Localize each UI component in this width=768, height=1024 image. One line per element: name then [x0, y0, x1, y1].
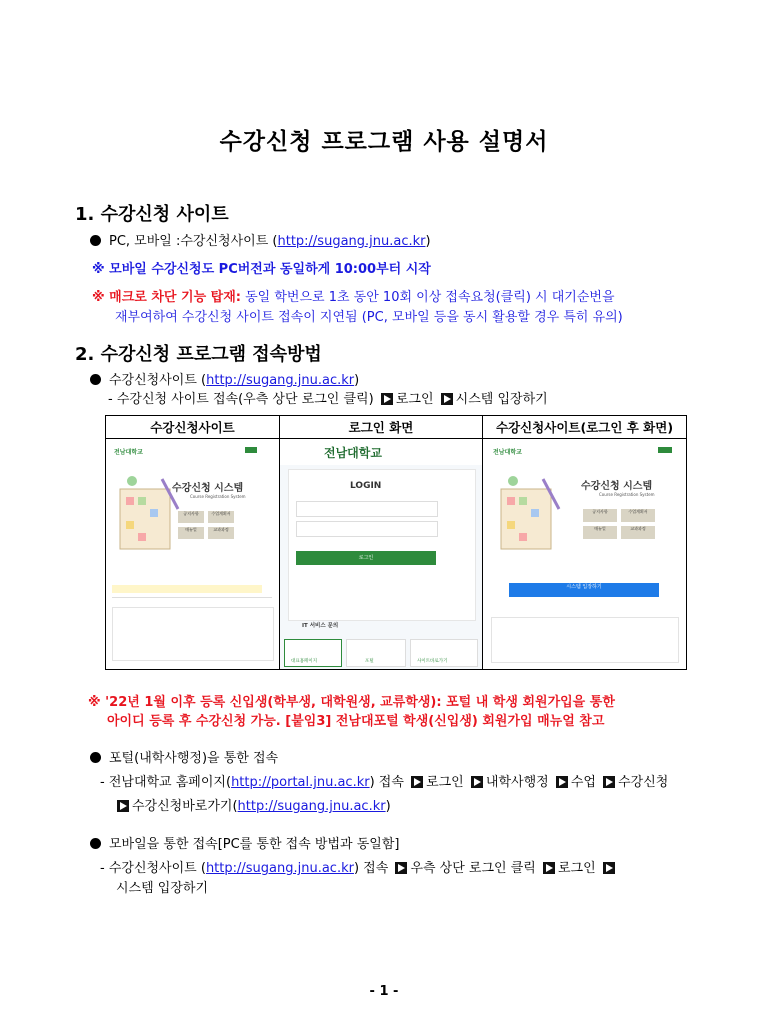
section-1-heading: 1. 수강신청 사이트 — [75, 204, 229, 225]
warning-line2: 아이디 등록 후 수강신청 가능. [붙임3] 전남대포털 학생(신입생) 회원가입 매뉴얼 참고 — [107, 714, 605, 729]
tab-label: 포털 — [365, 659, 374, 664]
arrow-right-icon — [117, 800, 129, 812]
site-logo: 전남대학교 — [493, 449, 522, 456]
step-text: - 수강신청 사이트 접속(우측 상단 로그인 클릭) — [108, 392, 374, 407]
s2-b2-steps — [100, 771, 668, 790]
s2-b2-steps-line2 — [114, 795, 391, 814]
arrow-right-icon — [603, 862, 615, 874]
table-header: 수강신청사이트(로그인 후 화면) — [483, 416, 687, 439]
arrow-right-icon — [441, 393, 453, 405]
it-service: IT 서비스 문의 — [302, 623, 339, 629]
login-logo: 전남대학교 — [324, 446, 382, 460]
step-text: ) 접속 — [369, 775, 404, 790]
login-submit-button: 로그인 — [296, 551, 436, 565]
step-text: 로그인 — [558, 861, 596, 876]
calendar-illustration — [493, 469, 563, 564]
screen-after-login — [483, 439, 687, 670]
arrow-right-icon — [603, 776, 615, 788]
arrow-right-icon — [471, 776, 483, 788]
s1-item-prefix: PC, 모바일 :수강신청사이트 ( — [109, 234, 278, 249]
login-title: LOGIN — [350, 481, 382, 491]
s2-bullet-site — [90, 369, 359, 388]
site-btn: 매뉴얼 — [583, 526, 617, 539]
site-logo: 전남대학교 — [114, 449, 143, 456]
arrow-right-icon — [381, 393, 393, 405]
portal-link[interactable]: http://portal.jnu.ac.kr — [231, 775, 370, 790]
portal-bullet-text: 포털(내학사행정)을 통한 접속 — [109, 751, 279, 766]
sugang-link[interactable]: http://sugang.jnu.ac.kr — [277, 234, 426, 249]
step-text: ) — [385, 799, 391, 814]
notice-strip — [112, 585, 262, 593]
step-text: 우측 상단 로그인 클릭 — [410, 861, 536, 876]
table-header: 수강신청사이트 — [106, 416, 280, 439]
tab-sites — [410, 639, 478, 667]
logout-button-mini — [658, 447, 672, 453]
site-subtitle: Course Registration System — [190, 494, 246, 499]
s2-b3-steps — [100, 857, 618, 876]
login-card — [288, 469, 476, 621]
tab-portal — [346, 639, 406, 667]
s2-bullet-portal — [90, 747, 278, 766]
step-text: 수업 — [570, 775, 596, 790]
s2-b1-prefix: 수강신청사이트 ( — [109, 373, 207, 388]
s1-note-mobile: ※ 모바일 수강신청도 PC버전과 동일하게 10:00부터 시작 — [92, 262, 431, 277]
site-btn: 교과과정 — [208, 527, 234, 539]
site-subtitle: Course Registration System — [599, 492, 655, 497]
s2-b3-steps-line2: 시스템 입장하기 — [116, 881, 209, 896]
sugang-link[interactable]: http://sugang.jnu.ac.kr — [205, 861, 354, 876]
arrow-right-icon — [395, 862, 407, 874]
tab-label: 사이트바로가기 — [417, 659, 448, 664]
site-btn: 교과과정 — [621, 526, 655, 539]
macro-note-mark: ※ 매크로 차단 기능 탑재: — [92, 290, 241, 305]
id-input — [296, 501, 438, 517]
site-btn: 매뉴얼 — [178, 527, 204, 539]
site-btn: 수업계획서 — [208, 511, 234, 523]
step-text: - 수강신청사이트 ( — [100, 861, 206, 876]
password-input — [296, 521, 438, 537]
site-btn: 공지사항 — [583, 509, 617, 522]
bullet-icon — [90, 235, 101, 246]
step-text: 내학사행정 — [485, 775, 549, 790]
login-button-mini — [245, 447, 257, 453]
s1-note-macro-line2: 재부여하여 수강신청 사이트 접속이 지연됨 (PC, 모바일 등을 동시 활용할 경우 특히 유의) — [115, 310, 623, 325]
bullet-icon — [90, 752, 101, 763]
page-title: 수강신청 프로그램 사용 설명서 — [219, 129, 549, 155]
site-title: 수강신청 시스템 — [581, 481, 653, 492]
sugang-link[interactable]: http://sugang.jnu.ac.kr — [237, 799, 386, 814]
step-text: 시스템 입장하기 — [455, 392, 548, 407]
section-2-heading: 2. 수강신청 프로그램 접속방법 — [75, 344, 322, 365]
s2-b1-suffix: ) — [354, 373, 360, 388]
warning-line1: ※ '22년 1월 이후 등록 신입생(학부생, 대학원생, 교류학생): 포털 내 학생 회원가입을 통한 — [88, 695, 615, 710]
table-header: 로그인 화면 — [280, 416, 483, 439]
arrow-right-icon — [543, 862, 555, 874]
screen-login — [280, 439, 483, 670]
arrow-right-icon — [411, 776, 423, 788]
s2-bullet-mobile — [90, 833, 399, 852]
step-text: 수강신청 — [618, 775, 669, 790]
bullet-icon — [90, 374, 101, 385]
screenshot-table — [105, 415, 687, 670]
step-text: 로그인 — [395, 392, 434, 407]
s2-b1-steps — [108, 388, 548, 407]
site-btn: 공지사항 — [178, 511, 204, 523]
screen-site — [106, 439, 280, 670]
schedule-box — [112, 607, 274, 661]
tab-label: 대표홈페이지 — [291, 659, 318, 664]
page-number: - 1 - — [369, 984, 399, 999]
step-text: - 전남대학교 홈페이지( — [100, 775, 232, 790]
tab-home — [284, 639, 342, 667]
bullet-icon — [90, 838, 101, 849]
sugang-link[interactable]: http://sugang.jnu.ac.kr — [206, 373, 355, 388]
s1-note-macro — [92, 286, 615, 305]
site-btn: 수업계획서 — [621, 509, 655, 522]
site-title: 수강신청 시스템 — [172, 483, 244, 494]
step-text: 수강신청바로가기( — [132, 799, 238, 814]
step-text: 로그인 — [426, 775, 464, 790]
s1-bullet-pc-mobile — [90, 230, 431, 249]
s1-item-suffix: ) — [425, 234, 431, 249]
enter-system-button: 시스템 입장하기 — [509, 583, 659, 597]
macro-note-text1: 동일 학번으로 1초 동안 10회 이상 접속요청(클릭) 시 대기순번을 — [240, 290, 615, 305]
mobile-bullet-text: 모바일을 통한 접속[PC를 통한 접속 방법과 동일함] — [109, 837, 400, 852]
arrow-right-icon — [556, 776, 568, 788]
step-text: ) 접속 — [353, 861, 389, 876]
schedule-box — [491, 617, 679, 663]
divider — [112, 597, 272, 598]
